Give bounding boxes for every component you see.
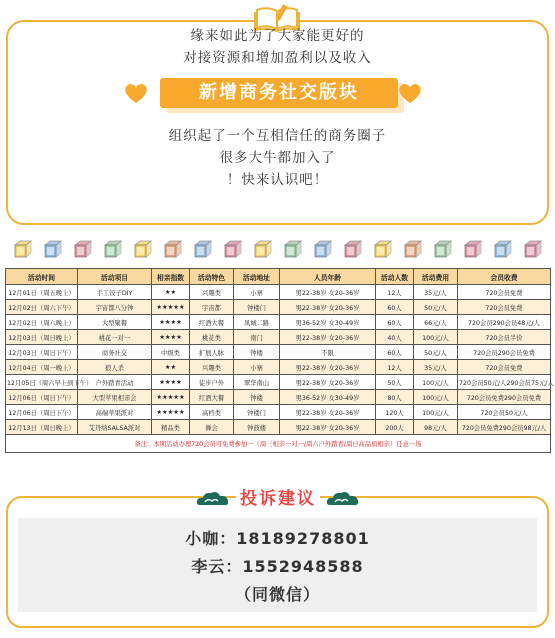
table-cell: 不限	[280, 345, 376, 360]
cube-icon	[72, 238, 94, 260]
cube-icon	[522, 238, 544, 260]
table-row	[6, 390, 551, 405]
cube-icon	[102, 238, 124, 260]
table-cell: 手工饺子DIY	[78, 285, 152, 300]
table-cell: ★★	[152, 360, 190, 375]
table-row	[6, 300, 551, 315]
cube-icon	[342, 238, 364, 260]
table-cell: 商务社交	[78, 345, 152, 360]
table-note: 备注：本期活动办理720会员可免费参加一（周三相亲一对一/周六户外踏青/周日高品质相亲）任意一场	[6, 435, 551, 453]
table-row	[6, 375, 551, 390]
table-row	[6, 285, 551, 300]
auspicious-cloud-icon	[326, 489, 360, 509]
table-cell: 720会员290会员免费	[458, 345, 551, 360]
table-cell: 桃花类	[190, 330, 234, 345]
table-cell: 12月13日（周日晚上）	[6, 420, 78, 435]
body-line-2: 很多大牛都加入了	[219, 150, 336, 166]
table-cell: ★★★★★	[152, 390, 190, 405]
table-cell: ★★	[152, 285, 190, 300]
cube-icon	[462, 238, 484, 260]
table-cell: 60人	[376, 345, 414, 360]
table-row	[6, 315, 551, 330]
cube-icon	[42, 238, 64, 260]
table-cell: 12月02日（周六晚上）	[6, 315, 78, 330]
table-row	[6, 345, 551, 360]
table-cell: 50元/人	[414, 300, 458, 315]
table-cell: 12月01日（周五晚上）	[6, 285, 78, 300]
table-cell: 60人	[376, 315, 414, 330]
table-cell: 50人	[376, 375, 414, 390]
table-cell: 98元/人	[414, 420, 458, 435]
contact-xiaoka: 小咖：18189278801	[185, 529, 370, 548]
table-cell: 200人	[376, 420, 414, 435]
table-cell: 12人	[376, 285, 414, 300]
table-row	[6, 330, 551, 345]
table-cell: ★★★★	[152, 315, 190, 330]
table-cell: 35元/人	[414, 360, 458, 375]
table-cell: 大型聚餐	[78, 315, 152, 330]
table-cell: 男22-38岁 女20-36岁	[280, 405, 376, 420]
body-line-1: 组织起了一个互相信任的商务圈子	[168, 128, 387, 144]
contact-wechat-note: （同微信）	[234, 585, 320, 604]
table-cell: 男36-52岁 女30-49岁	[280, 390, 376, 405]
table-cell: 男22-38岁 女20-36岁	[280, 375, 376, 390]
table-cell: 高档类	[190, 405, 234, 420]
cube-icon	[372, 238, 394, 260]
cube-icon	[432, 238, 454, 260]
table-header-cell: 会员收费	[458, 269, 551, 285]
table-cell: 12月04日（周一晚上）	[6, 360, 78, 375]
activity-table	[5, 268, 554, 453]
table-cell: 大型苹果相亲会	[78, 390, 152, 405]
cube-icon	[252, 238, 274, 260]
contact-liyun: 李云：1552948588	[191, 557, 364, 576]
table-cell: 男22-38岁 女20-36岁	[280, 300, 376, 315]
table-header-cell: 活动项目	[78, 269, 152, 285]
table-cell: 12月03日（周日下午）	[6, 345, 78, 360]
table-cell: 男22-38岁 女20-36岁	[280, 420, 376, 435]
table-cell: 舞会	[190, 420, 234, 435]
heart-icon	[398, 82, 422, 104]
table-row	[6, 405, 551, 420]
activity-schedule	[5, 268, 554, 453]
table-cell: 钟楼门	[234, 300, 280, 315]
table-header-cell: 活动人数	[376, 269, 414, 285]
table-header-cell: 相亲指数	[152, 269, 190, 285]
table-row	[6, 360, 551, 375]
heart-icon	[124, 82, 148, 104]
cube-divider	[8, 238, 548, 260]
contact-box	[18, 518, 537, 612]
table-cell: 720会员290会员48元/人	[458, 315, 551, 330]
table-cell: 精品类	[152, 420, 190, 435]
table-cell: 720会员免费	[458, 300, 551, 315]
table-cell: 100元/人	[414, 330, 458, 345]
table-cell: 40人	[376, 330, 414, 345]
table-cell: 720会员免费290会员98元/人	[458, 420, 551, 435]
table-cell: 男22-38岁 女20-36岁	[280, 285, 376, 300]
table-cell: 翠华南山	[234, 375, 280, 390]
table-cell: 12月05日（周六早上到下午）	[6, 375, 78, 390]
table-cell: 扩展人脉	[190, 345, 234, 360]
table-cell: 兴趣类	[190, 360, 234, 375]
cube-icon	[12, 238, 34, 260]
table-cell: 720会员50元/人	[458, 405, 551, 420]
table-cell: 12人	[376, 360, 414, 375]
table-cell: 桃花一对一	[78, 330, 152, 345]
table-header-cell: 活动特色	[190, 269, 234, 285]
table-cell: 12月06日（周日下午）	[6, 390, 78, 405]
table-cell: 高端苹果派对	[78, 405, 152, 420]
complaint-heading	[0, 486, 555, 512]
table-cell: 100元/人	[414, 390, 458, 405]
table-cell: 兴趣类	[190, 285, 234, 300]
table-header-cell: 活动时间	[6, 269, 78, 285]
table-header-cell: 人员年龄	[280, 269, 376, 285]
table-cell: 凤城二路	[234, 315, 280, 330]
table-cell: 红酒大餐	[190, 315, 234, 330]
table-cell: 红酒大餐	[190, 390, 234, 405]
table-cell: 小寨	[234, 285, 280, 300]
table-cell: 720会员50元/人290会员75元/人	[458, 375, 551, 390]
table-cell: 35元/人	[414, 285, 458, 300]
table-cell: 宇宙都八分钟	[78, 300, 152, 315]
cube-icon	[312, 238, 334, 260]
table-cell: 12月06日（周日下午）	[6, 405, 78, 420]
table-header-cell: 活动费用	[414, 269, 458, 285]
cube-icon	[282, 238, 304, 260]
table-cell: 100元/人	[414, 405, 458, 420]
table-cell: 50元/人	[414, 345, 458, 360]
table-cell: 12月03日（周日晚上）	[6, 330, 78, 345]
cube-icon	[162, 238, 184, 260]
table-cell: 中级类	[152, 345, 190, 360]
intro-line-1: 缘来如此为了大家能更好的	[190, 28, 365, 44]
table-cell: ★★★★★	[152, 300, 190, 315]
table-cell: 南门	[234, 330, 280, 345]
table-cell: 60人	[376, 300, 414, 315]
table-cell: 120人	[376, 405, 414, 420]
table-header-cell: 活动地址	[234, 269, 280, 285]
table-cell: 720会员半价	[458, 330, 551, 345]
complaint-title: 投诉建议	[236, 486, 320, 512]
intro-line-2: 对接资源和增加盈利以及收入	[183, 50, 372, 66]
table-cell: 钟楼	[234, 390, 280, 405]
cube-icon	[402, 238, 424, 260]
table-cell: 男22-38岁 女20-36岁	[280, 360, 376, 375]
table-cell: 钟楼	[234, 345, 280, 360]
table-cell: 徒步户外	[190, 375, 234, 390]
cube-icon	[492, 238, 514, 260]
table-cell: 80人	[376, 390, 414, 405]
table-cell: 100元/人	[414, 375, 458, 390]
table-cell: 艾丹纳SALSA派对	[78, 420, 152, 435]
table-cell: 小寨	[234, 360, 280, 375]
table-cell: ★★★★	[152, 330, 190, 345]
cube-icon	[132, 238, 154, 260]
table-cell: 宇宙都	[190, 300, 234, 315]
cube-icon	[222, 238, 244, 260]
banner-text: 新增商务社交版块	[199, 82, 359, 103]
table-cell: 66元/人	[414, 315, 458, 330]
auspicious-cloud-icon	[196, 489, 230, 509]
cube-icon	[192, 238, 214, 260]
table-row	[6, 420, 551, 435]
table-cell: 男22-38岁 女20-36岁	[280, 330, 376, 345]
table-cell: 720会员免费	[458, 285, 551, 300]
table-cell: 12月02日（周六下午）	[6, 300, 78, 315]
table-header-row	[6, 269, 551, 285]
table-cell: 钟鼓楼	[234, 420, 280, 435]
new-section-banner	[160, 78, 398, 108]
table-cell: 钟楼门	[234, 405, 280, 420]
table-cell: 720会员免费	[458, 360, 551, 375]
table-cell: ★★★★	[152, 375, 190, 390]
table-cell: 720会员免费290会员免费	[458, 390, 551, 405]
table-note-row	[6, 435, 551, 453]
table-cell: 户外踏青活动	[78, 375, 152, 390]
table-cell: ★★★★★	[152, 405, 190, 420]
body-line-3: ！快来认识吧！	[226, 172, 329, 188]
table-cell: 狼人杀	[78, 360, 152, 375]
table-cell: 男36-52岁 女30-49岁	[280, 315, 376, 330]
